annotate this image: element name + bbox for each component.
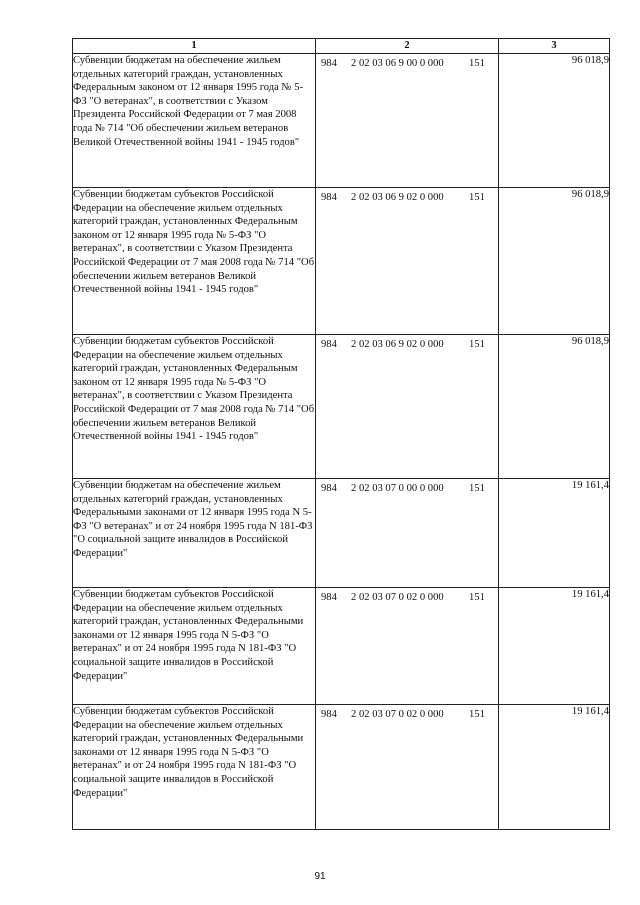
budget-classification-code: 2 02 03 07 0 02 0 000 <box>351 709 444 720</box>
table-row <box>73 588 610 705</box>
budget-table <box>72 38 610 830</box>
budget-classification-code: 2 02 03 07 0 02 0 000 <box>351 592 444 603</box>
admin-code: 984 <box>321 709 337 720</box>
table-row <box>73 188 610 335</box>
expense-type-code: 151 <box>469 592 485 603</box>
page-number: 91 <box>314 871 326 882</box>
header-col-3: 3 <box>499 39 610 54</box>
admin-code: 984 <box>321 483 337 494</box>
expense-type-code: 151 <box>469 339 485 350</box>
row-codes <box>316 188 499 335</box>
table-row <box>73 479 610 588</box>
table-header-row <box>73 39 610 54</box>
row-codes <box>316 335 499 479</box>
admin-code: 984 <box>321 592 337 603</box>
expense-type-code: 151 <box>469 192 485 203</box>
row-amount: 19 161,4 <box>499 705 610 830</box>
budget-classification-code: 2 02 03 06 9 00 0 000 <box>351 58 444 69</box>
row-description: Субвенции бюджетам на обеспечение жильем отдельных категорий граждан, установленных Федеральным законом от 12 января 1995 года № 5-ФЗ "О ветеранах", в соответствии с Указом Президента Российской Федерации от 7 мая 2008 года № 714 "Об обеспечении жильем ветеранов Великой Отечественной войны 1941 - 1945 годов" <box>73 54 316 188</box>
header-col-1: 1 <box>73 39 316 54</box>
table-row <box>73 54 610 188</box>
budget-classification-code: 2 02 03 07 0 00 0 000 <box>351 483 444 494</box>
row-description: Субвенции бюджетам субъектов Российской Федерации на обеспечение жильем отдельных категорий граждан, установленных Федеральными законами от 12 января 1995 года N 5-ФЗ "О ветеранах" и от 24 ноября 1995 года N 181-ФЗ "О социальной защите инвалидов в Российской Федерации" <box>73 588 316 705</box>
row-codes <box>316 588 499 705</box>
expense-type-code: 151 <box>469 58 485 69</box>
row-codes <box>316 54 499 188</box>
row-amount: 19 161,4 <box>499 479 610 588</box>
budget-table-page <box>72 38 609 830</box>
row-description: Субвенции бюджетам на обеспечение жильем отдельных категорий граждан, установленных Федеральными законами от 12 января 1995 года N 5-ФЗ "О ветеранах" и от 24 ноября 1995 года N 181-ФЗ "О социальной защите инвалидов в Российской Федерации" <box>73 479 316 588</box>
row-description: Субвенции бюджетам субъектов Российской Федерации на обеспечение жильем отдельных категорий граждан, установленных Федеральными законами от 12 января 1995 года N 5-ФЗ "О ветеранах" и от 24 ноября 1995 года N 181-ФЗ "О социальной защите инвалидов в Российской Федерации" <box>73 705 316 830</box>
row-amount: 96 018,9 <box>499 188 610 335</box>
admin-code: 984 <box>321 192 337 203</box>
row-amount: 96 018,9 <box>499 335 610 479</box>
row-amount: 96 018,9 <box>499 54 610 188</box>
row-amount: 19 161,4 <box>499 588 610 705</box>
admin-code: 984 <box>321 339 337 350</box>
budget-classification-code: 2 02 03 06 9 02 0 000 <box>351 192 444 203</box>
row-description: Субвенции бюджетам субъектов Российской Федерации на обеспечение жильем отдельных категорий граждан, установленных Федеральным законом от 12 января 1995 года № 5-ФЗ "О ветеранах", в соответствии с Указом Президента Российской Федерации от 7 мая 2008 года № 714 "Об обеспечении жильем ветеранов Великой Отечественной войны 1941 - 1945 годов" <box>73 335 316 479</box>
row-codes <box>316 479 499 588</box>
budget-classification-code: 2 02 03 06 9 02 0 000 <box>351 339 444 350</box>
table-row <box>73 705 610 830</box>
row-codes <box>316 705 499 830</box>
expense-type-code: 151 <box>469 709 485 720</box>
row-description: Субвенции бюджетам субъектов Российской Федерации на обеспечение жильем отдельных категорий граждан, установленных Федеральным законом от 12 января 1995 года № 5-ФЗ "О ветеранах", в соответствии с Указом Президента Российской Федерации от 7 мая 2008 года № 714 "Об обеспечении жильем ветеранов Великой Отечественной войны 1941 - 1945 годов" <box>73 188 316 335</box>
expense-type-code: 151 <box>469 483 485 494</box>
table-row <box>73 335 610 479</box>
header-col-2: 2 <box>316 39 499 54</box>
admin-code: 984 <box>321 58 337 69</box>
